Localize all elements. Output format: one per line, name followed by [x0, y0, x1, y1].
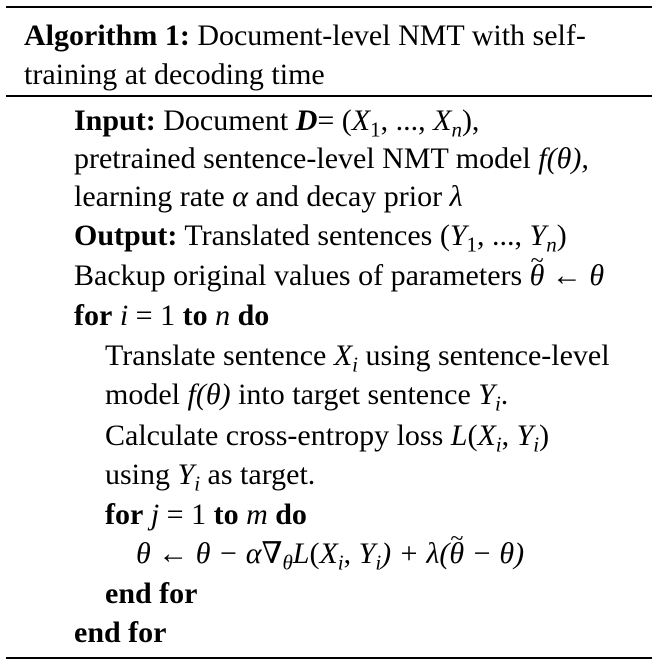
- update-x-symbol: X: [319, 537, 338, 570]
- output-close: ): [556, 219, 567, 252]
- yi-subscript: i: [494, 391, 501, 416]
- alpha-symbol: α: [232, 180, 248, 213]
- loop-bound-m: m: [246, 498, 268, 531]
- input-close: ),: [461, 104, 480, 137]
- update-y-symbol: Y: [358, 537, 376, 570]
- output-line: [74, 218, 567, 257]
- xn-subscript: n: [451, 117, 462, 142]
- algorithm-caption: [24, 16, 644, 94]
- update-theta: θ: [136, 537, 151, 570]
- yn-subscript: n: [546, 232, 557, 257]
- update-paren-open: (: [309, 537, 320, 570]
- do-keyword: do: [237, 299, 270, 332]
- input-line-3: [74, 179, 463, 215]
- translate-text-a: Translate sentence: [105, 339, 327, 372]
- algorithm-title-line2: training at decoding time: [24, 58, 325, 91]
- loss-x-subscript: i: [495, 432, 502, 457]
- xi-symbol: X: [333, 339, 353, 372]
- update-y-subscript: i: [375, 550, 382, 575]
- update-rule-line: [136, 536, 525, 575]
- xn-symbol: X: [433, 104, 452, 137]
- lambda-symbol: λ: [449, 180, 463, 213]
- as-target-text: as target.: [207, 458, 316, 491]
- model-f-symbol: f: [538, 142, 547, 175]
- x1-subscript: 1: [370, 117, 381, 142]
- loop-eq: = 1: [128, 299, 183, 332]
- backup-text: Backup original values of parameters: [74, 259, 523, 292]
- model-text: model: [105, 378, 180, 411]
- translate-text-b: using sentence-level: [365, 339, 610, 372]
- loss-paren-close: ): [539, 419, 550, 452]
- loss-line-2: [105, 457, 316, 496]
- loss-y-symbol: Y: [516, 419, 534, 452]
- for-j-line: [105, 497, 307, 533]
- y1-symbol: Y: [449, 219, 467, 252]
- update-comma: ,: [343, 537, 359, 570]
- end-for-outer-line: [74, 615, 167, 651]
- loss-line-1: [105, 418, 550, 457]
- model-theta-paren: (θ),: [546, 142, 589, 175]
- input-document-text: Document: [163, 104, 289, 137]
- using-text: using: [105, 458, 171, 491]
- output-keyword: Output:: [74, 219, 178, 252]
- loss-x-symbol: X: [477, 419, 496, 452]
- update-theta-tilde: ~ θ: [449, 536, 464, 572]
- translate-line-2: [105, 377, 509, 416]
- for-i-line: [74, 298, 269, 334]
- pretrained-model-text: pretrained sentence-level NMT model: [74, 142, 531, 175]
- xi-subscript: i: [352, 352, 358, 377]
- update-minus-theta: − θ): [464, 537, 525, 570]
- loop-var-i: i: [119, 299, 129, 332]
- output-dots: , ...,: [477, 219, 530, 252]
- to-keyword: to: [182, 299, 208, 332]
- end-for-inner-line: [105, 576, 198, 612]
- end-for-outer: end for: [74, 616, 167, 649]
- model-f-symbol-2: f: [187, 378, 196, 411]
- input-eq-open: = (: [317, 104, 352, 137]
- top-rule: [6, 6, 652, 8]
- theta-tilde-symbol: ~ θ: [530, 258, 545, 294]
- translate-line-1: [105, 338, 610, 377]
- caption-rule: [6, 95, 652, 97]
- for-keyword: for: [74, 299, 113, 332]
- theta-symbol: θ: [589, 259, 605, 292]
- input-keyword: Input:: [74, 104, 156, 137]
- loss-comma: ,: [501, 419, 517, 452]
- loop-eq-inner: = 1: [159, 498, 214, 531]
- input-line-2: [74, 141, 589, 177]
- assign-arrow: ←: [544, 259, 590, 292]
- update-l-symbol: L: [292, 537, 310, 570]
- algorithm-title-line1: Document-level NMT with self-: [197, 19, 586, 52]
- algorithm-label: Algorithm 1:: [24, 19, 190, 52]
- translate-period: .: [500, 378, 509, 411]
- model-theta-paren-2: (θ): [195, 378, 231, 411]
- target-y-subscript: i: [194, 471, 201, 496]
- bottom-rule: [6, 657, 652, 659]
- to-keyword-inner: to: [213, 498, 239, 531]
- grad-subscript: θ: [282, 550, 293, 575]
- output-text: Translated sentences (: [184, 219, 450, 252]
- input-line-1: [74, 103, 480, 142]
- decay-prior-text: and decay prior: [255, 180, 443, 213]
- yn-symbol: Y: [529, 219, 547, 252]
- do-keyword-inner: do: [275, 498, 307, 531]
- update-plus-lambda: ) + λ(: [381, 537, 450, 570]
- document-symbol: D: [295, 104, 318, 137]
- x1-symbol: X: [351, 104, 371, 137]
- update-arrow-minus: ← θ − α∇: [150, 537, 283, 570]
- target-y-symbol: Y: [177, 458, 195, 491]
- loop-bound-n: n: [215, 299, 231, 332]
- y1-subscript: 1: [466, 232, 478, 257]
- into-target-text: into target sentence: [238, 378, 471, 411]
- for-keyword-inner: for: [105, 498, 144, 531]
- learning-rate-text: learning rate: [74, 180, 225, 213]
- backup-line: [74, 258, 604, 294]
- loss-text: Calculate cross-entropy loss: [105, 419, 444, 452]
- yi-symbol: Y: [478, 378, 495, 411]
- update-x-subscript: i: [337, 550, 344, 575]
- input-dots: , ...,: [380, 104, 434, 137]
- loss-y-subscript: i: [533, 432, 540, 457]
- loop-var-j: j: [150, 498, 160, 531]
- loss-paren-open: (: [467, 419, 478, 452]
- end-for-inner: end for: [105, 577, 198, 610]
- loss-l-symbol: L: [450, 419, 468, 452]
